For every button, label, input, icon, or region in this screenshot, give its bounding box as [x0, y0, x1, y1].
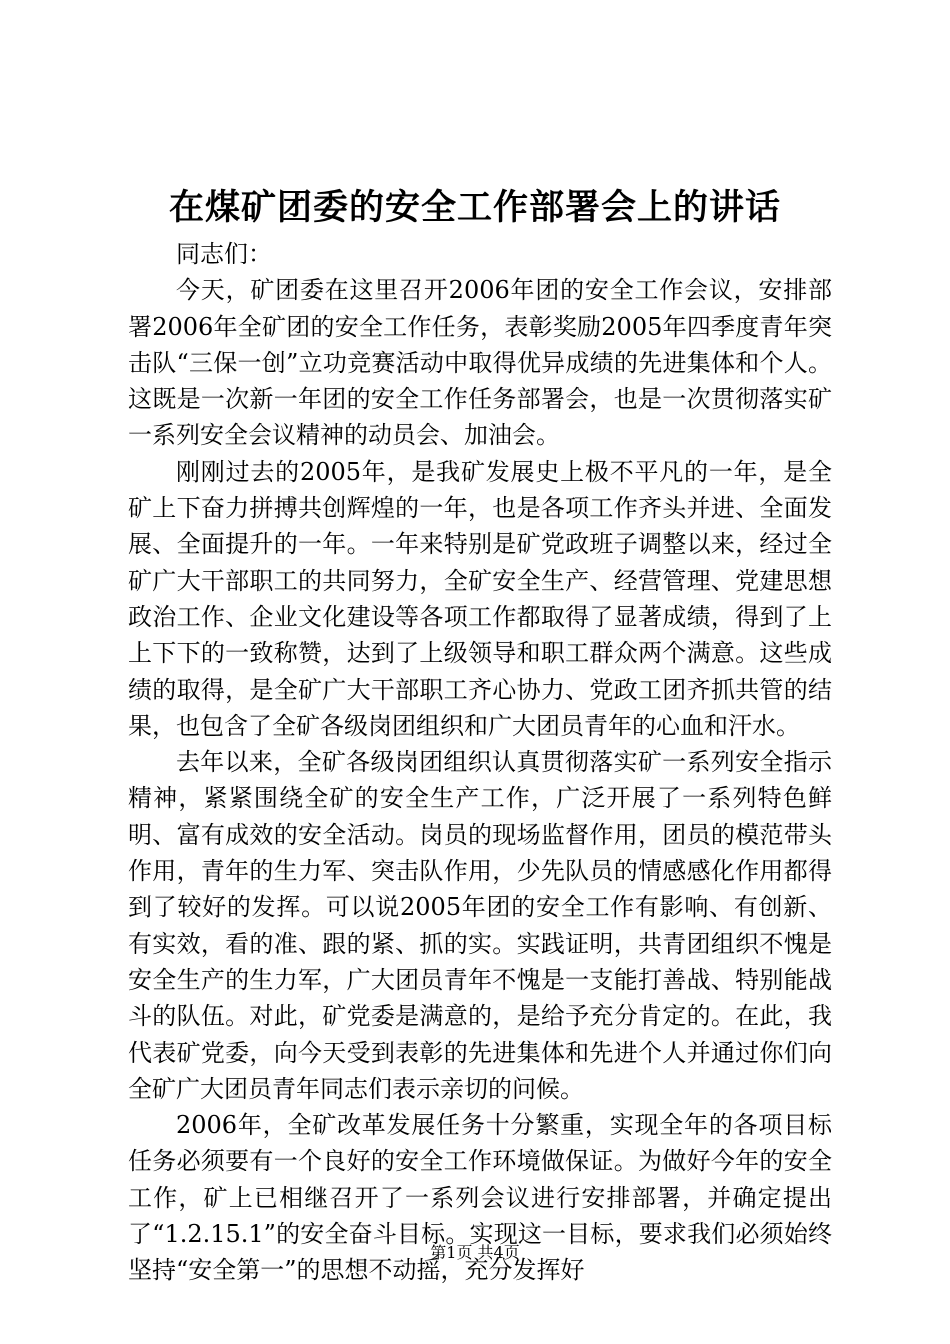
paragraph-2: 刚刚过去的2005年，是我矿发展史上极不平凡的一年，是全矿上下奋力拼搏共创辉煌的一年，也是各项工作齐头并进、全面发展、全面提升的一年。一年来特别是矿党政班子调整以来，经过全矿广大干部职工的共同努力，全矿安全生产、经营管理、党建思想政治工作、企业文化建设等各项工作都取得了显著成绩，得到了上上下下的一致称赞，达到了上级领导和职工群众两个满意。这些成绩的取得，是全矿广大干部职工齐心协力、党政工团齐抓共管的结果，也包含了全矿各级岗团组织和广大团员青年的心血和汗水。 [128, 457, 832, 740]
paragraph-3: 去年以来，全矿各级岗团组织认真贯彻落实矿一系列安全指示精神，紧紧围绕全矿的安全生产工作，广泛开展了一系列特色鲜明、富有成效的安全活动。岗员的现场监督作用，团员的模范带头作用，青年的生力军、突击队作用，少先队员的情感感化作用都得到了较好的发挥。可以说2005年团的安全工作有影响、有创新、有实效，看的准、跟的紧、抓的实。实践证明，共青团组织不愧是安全生产的生力军，广大团员青年不愧是一支能打善战、特别能战斗的队伍。对此，矿党委是满意的，是给予充分肯定的。在此，我代表矿党委，向今天受到表彰的先进集体和先进个人并通过你们向全矿广大团员青年同志们表示亲切的问候。 [128, 748, 832, 1103]
document-body [128, 236, 832, 1289]
salutation: 同志们： [176, 240, 272, 268]
page-footer: 第1页 共4页 [430, 1243, 520, 1262]
paragraph-1: 今天，矿团委在这里召开2006年团的安全工作会议，安排部署2006年全矿团的安全工作任务，表彰奖励2005年四季度青年突击队“三保一创”立功竞赛活动中取得优异成绩的先进集体和个人。这既是一次新一年团的安全工作任务部署会，也是一次贯彻落实矿一系列安全会议精神的动员会、加油会。 [128, 276, 832, 450]
paragraph-4: 2006年，全矿改革发展任务十分繁重，实现全年的各项目标任务必须要有一个良好的安全工作环境做保证。为做好今年的安全工作，矿上已相继召开了一系列会议进行安排部署，并确定提出了“1.2.15.1”的安全奋斗目标。实现这一目标，要求我们必须始终坚持“安全第一”的思想不动摇，充分发挥好 [128, 1111, 832, 1285]
document-title: 在煤矿团委的安全工作部署会上的讲话 [168, 187, 781, 228]
